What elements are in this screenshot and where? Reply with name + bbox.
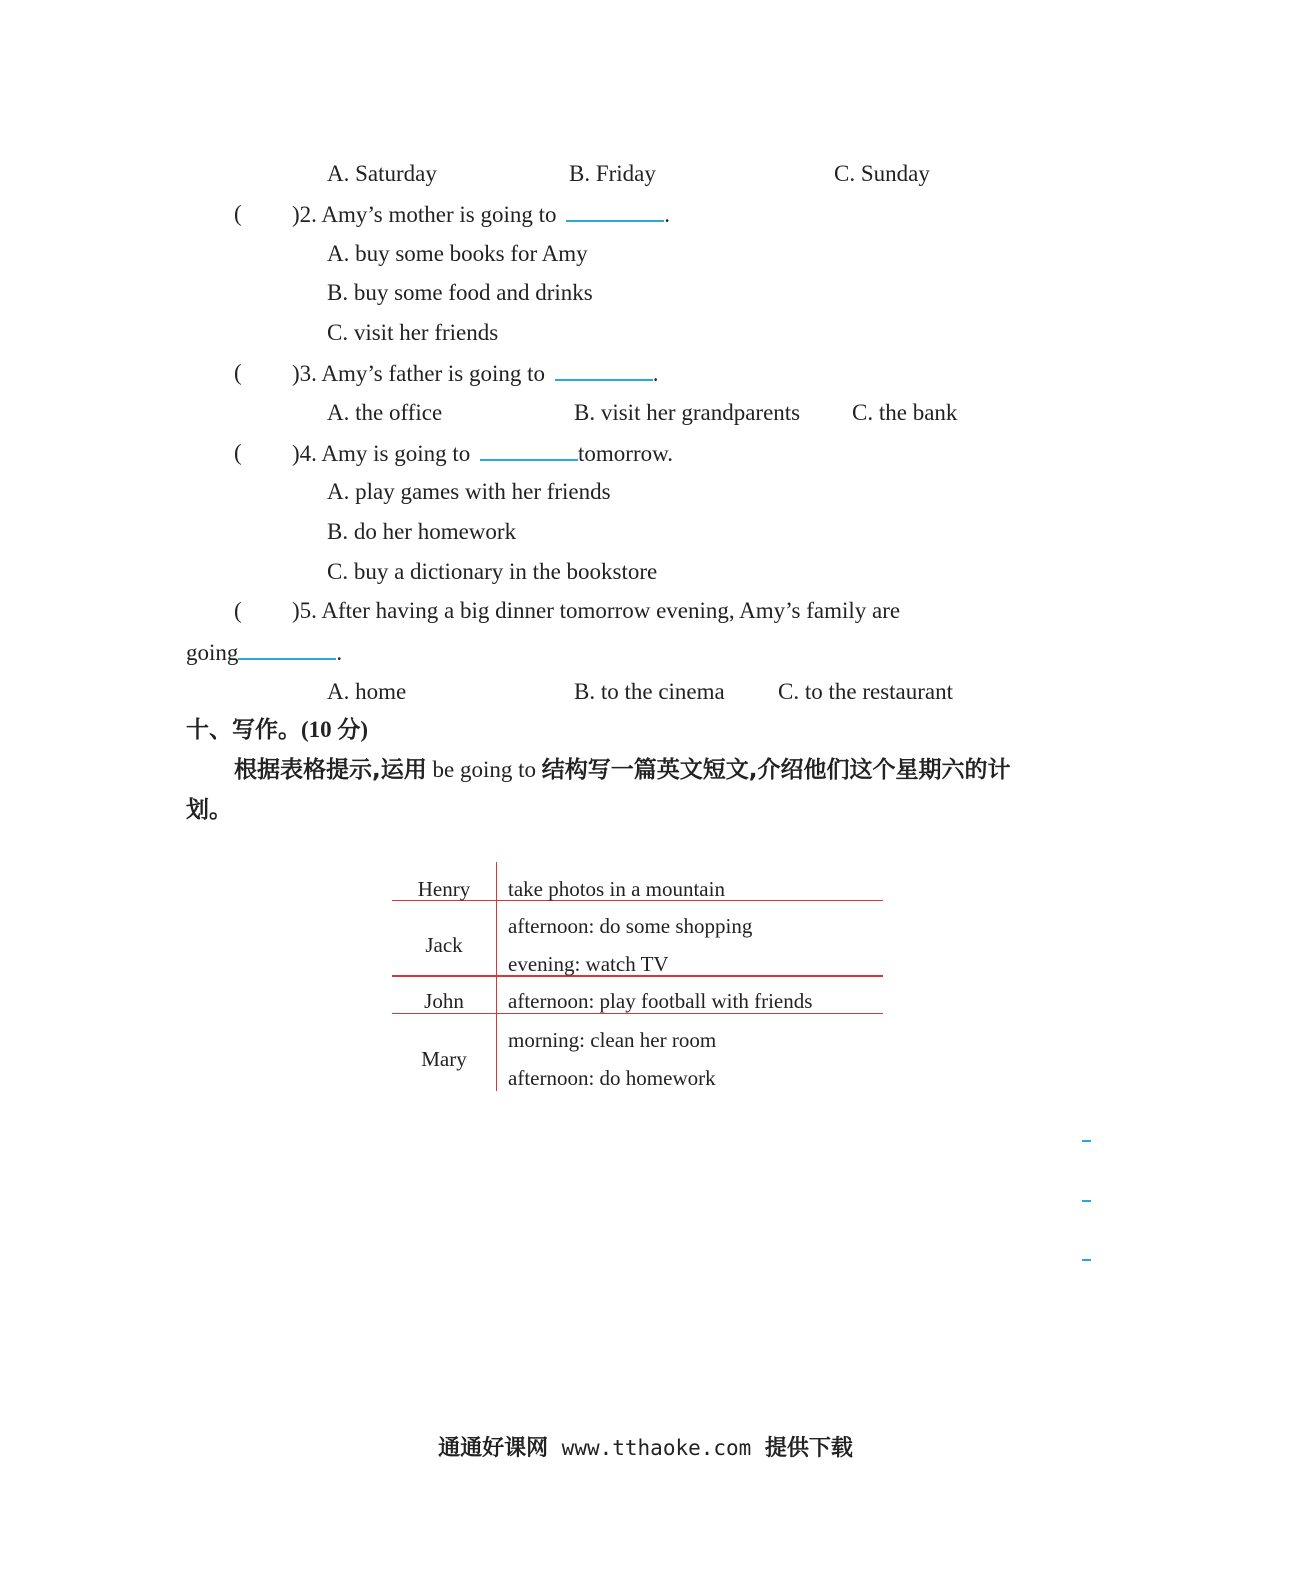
q5-option-c: C. to the restaurant	[778, 679, 954, 704]
q3-option-b: B. visit her grandparents	[574, 400, 801, 425]
q2-answer-blank[interactable]	[566, 202, 664, 222]
instr-part-a: 根据表格提示,运用	[234, 757, 427, 783]
q4-stem	[292, 441, 673, 465]
q5-cont-text: going	[186, 640, 239, 665]
margin-mark	[1082, 1259, 1091, 1261]
q2-stem-text: )2. Amy’s mother is going to	[292, 202, 557, 227]
table-name-henry: Henry	[417, 877, 471, 901]
q2-stem	[292, 202, 670, 226]
section10-instructions	[234, 758, 1011, 782]
q4-option-a: A. play games with her friends	[327, 479, 611, 504]
q4-paren: (	[234, 440, 242, 465]
table-cell: morning: clean her room	[508, 1028, 717, 1052]
footer-site-name: 通通好课网	[438, 1436, 549, 1461]
plan-table	[392, 862, 883, 1091]
q3-answer-blank[interactable]	[555, 361, 653, 381]
section10-heading	[186, 718, 368, 742]
footer-download-text: 提供下载	[764, 1436, 853, 1461]
margin-mark	[1082, 1200, 1091, 1202]
q1-option-c: C. Sunday	[834, 161, 930, 186]
q4-stem-text: )4. Amy is going to	[292, 441, 471, 466]
q4-answer-blank[interactable]	[480, 441, 578, 461]
q2-paren: (	[234, 201, 242, 226]
q3-option-c: C. the bank	[852, 400, 958, 425]
q5-option-a: A. home	[327, 679, 407, 704]
table-cell: afternoon: play football with friends	[508, 989, 813, 1013]
q2-option-a: A. buy some books for Amy	[327, 241, 588, 266]
table-name-jack: Jack	[425, 933, 463, 957]
q2-end: .	[664, 202, 670, 227]
section10-heading-cn: 十、写作。	[186, 717, 301, 743]
table-cell: evening: watch TV	[508, 952, 669, 976]
q4-option-b: B. do her homework	[327, 519, 517, 544]
q3-option-a: A. the office	[327, 400, 443, 425]
q3-stem-text: )3. Amy’s father is going to	[292, 361, 545, 386]
q5-stem-cont	[186, 640, 342, 664]
q5-option-b: B. to the cinema	[574, 679, 725, 704]
q5-answer-blank[interactable]	[238, 640, 336, 660]
q2-option-b: B. buy some food and drinks	[327, 280, 593, 305]
q4-end: tomorrow.	[578, 441, 673, 466]
section10-instructions-cont	[186, 798, 232, 822]
q5-end: .	[336, 640, 343, 665]
table-name-mary: Mary	[421, 1047, 467, 1071]
table-cell: afternoon: do some shopping	[508, 914, 753, 938]
table-name-john: John	[424, 989, 464, 1013]
margin-mark	[1082, 1140, 1091, 1142]
q2-option-c: C. visit her friends	[327, 320, 499, 345]
q1-option-a: A. Saturday	[327, 161, 437, 186]
section10-heading-score: (10 分)	[301, 717, 369, 742]
q5-paren: (	[234, 598, 242, 623]
footer-url[interactable]: www.tthaoke.com	[561, 1436, 752, 1460]
footer	[0, 1437, 1291, 1460]
q4-option-c: C. buy a dictionary in the bookstore	[327, 559, 658, 584]
table-cell: afternoon: do homework	[508, 1066, 716, 1090]
q5-stem: )5. After having a big dinner tomorrow evening, Amy’s family are	[292, 598, 901, 623]
instr-part-b: be going to	[432, 757, 536, 782]
q3-paren: (	[234, 360, 242, 385]
q1-option-b: B. Friday	[569, 161, 656, 186]
q3-end: .	[652, 361, 659, 386]
table-cell: take photos in a mountain	[508, 877, 725, 901]
instr-part-d: 划。	[186, 797, 232, 823]
q3-stem	[292, 361, 658, 385]
instr-part-c: 结构写一篇英文短文,介绍他们这个星期六的计	[541, 757, 1011, 783]
